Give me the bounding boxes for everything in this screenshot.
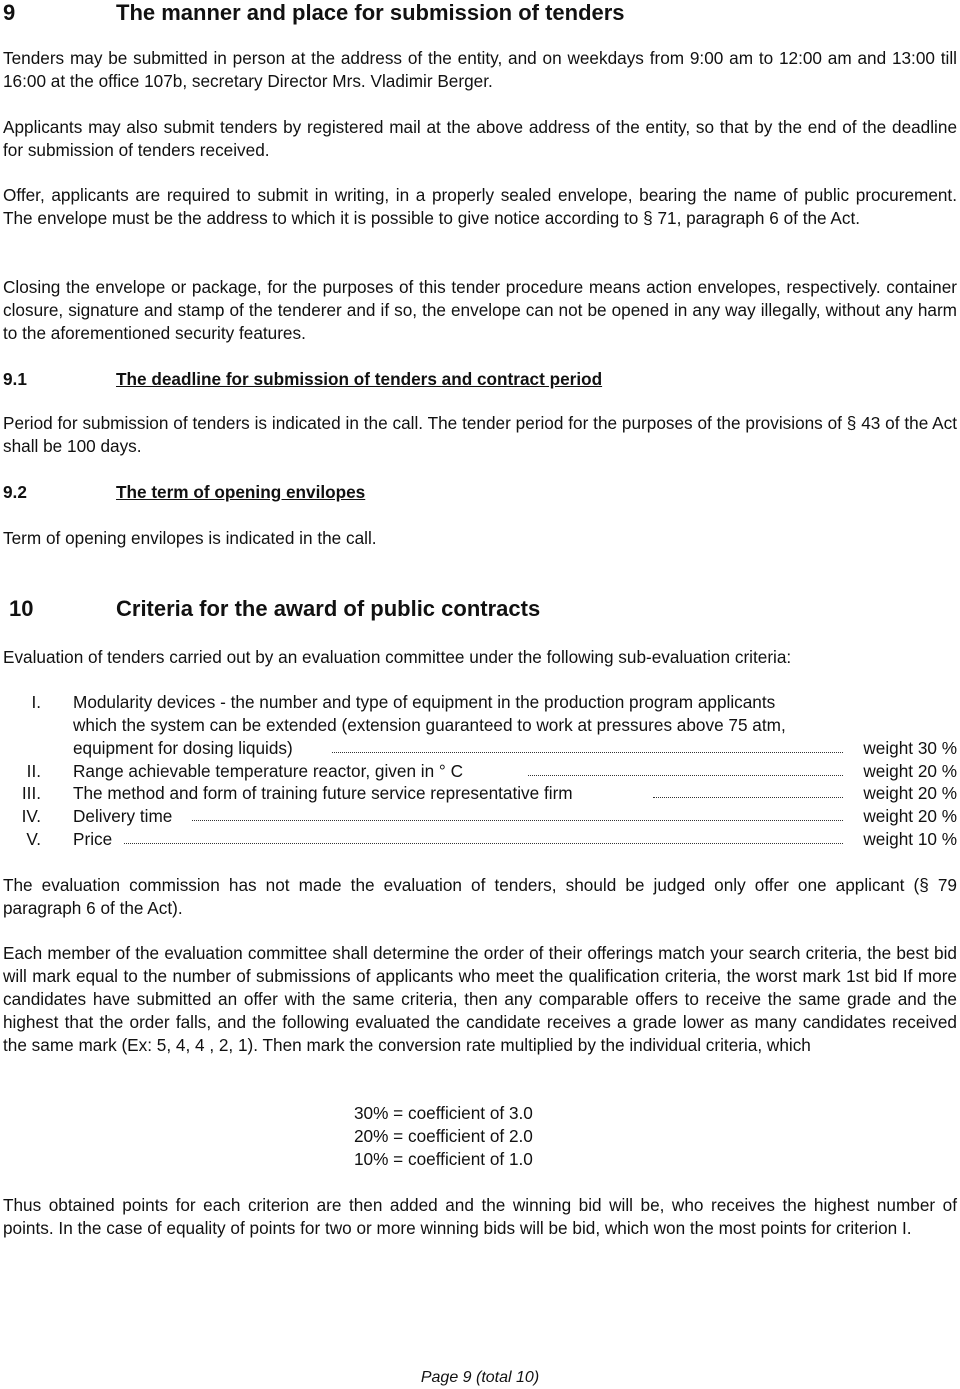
paragraph: Thus obtained points for each criterion are then added and the winning bid will be, who receives the highest number of points. In the case of equality of points for two or more winning bids will be bid, which won the most points for criterion I.: [3, 1195, 957, 1238]
criterion-weight: weight 10 %: [863, 829, 957, 849]
criterion-text: Modularity devices - the number and type of equipment in the production program applicants: [73, 692, 776, 712]
criterion-continuation: [3, 737, 957, 760]
paragraph: Term of opening envilopes is indicated in the call.: [3, 528, 377, 548]
coefficient-line: 20% = coefficient of 2.0: [354, 1126, 533, 1146]
subsection-title: The term of opening envilopes: [116, 482, 366, 502]
section-number: 10: [9, 596, 34, 621]
criterion-numeral: V.: [26, 829, 41, 849]
criterion-numeral: II.: [26, 761, 41, 781]
subsection-number: 9.2: [3, 482, 27, 502]
dot-leader: [124, 828, 843, 844]
section-10-heading: [3, 596, 957, 622]
page-footer: Page 9 (total 10): [420, 1369, 540, 1386]
criterion-item: [3, 782, 957, 805]
criterion-item: [3, 805, 957, 828]
paragraph: Each member of the evaluation committee shall determine the order of their offerings match your search criteria, the best bid will mark equal to the number of submissions of applicants who meet the qualification criteria, the worst mark 1st bid If more candidates have submitted an offer with the same criteria, then any comparable offers to receive the same grade and the highest that the order falls, and the following evaluated the candidate receives a grade lower as many candidates received the same mark (Ex: 5, 4, 4 , 2, 1). Then mark the conversion rate multiplied by the individual criteria, which: [3, 943, 957, 1055]
criterion-numeral: IV.: [21, 806, 41, 826]
paragraph: The evaluation commission has not made the evaluation of tenders, should be judged only offer one applicant (§ 79 paragraph 6 of the Act).: [3, 875, 957, 918]
section-title: The manner and place for submission of tenders: [116, 0, 625, 25]
paragraph: Closing the envelope or package, for the purposes of this tender procedure means action envelopes, respectively. container closure, signature and stamp of the tenderer and if so, the envelope can not be opened in any way illegally, without any harm to the aforementioned security features.: [3, 277, 957, 343]
paragraph: Period for submission of tenders is indicated in the call. The tender period for the purposes of the provisions of § 43 of the Act shall be 100 days.: [3, 413, 957, 456]
criterion-text: The method and form of training future service representative firm: [73, 783, 573, 803]
dot-leader: [528, 760, 843, 776]
criterion-text: Price: [73, 829, 113, 849]
coefficient-line: 30% = coefficient of 3.0: [354, 1103, 533, 1123]
dot-leader: [653, 782, 843, 798]
criterion-item: [3, 828, 957, 851]
dot-leader: [332, 737, 843, 753]
section-title: Criteria for the award of public contracts: [116, 596, 541, 621]
criterion-numeral: I.: [31, 692, 41, 712]
subsection-9-1-heading: [3, 368, 957, 391]
criterion-weight: weight 20 %: [863, 806, 957, 826]
criterion-weight: weight 30 %: [863, 738, 957, 758]
criterion-text: equipment for dosing liquids): [73, 738, 293, 758]
subsection-number: 9.1: [3, 369, 27, 389]
section-number: 9: [3, 0, 16, 25]
criterion-item: [3, 691, 957, 714]
criterion-continuation: [3, 714, 957, 737]
subsection-9-2-heading: [3, 481, 957, 504]
criterion-weight: weight 20 %: [863, 761, 957, 781]
dot-leader: [192, 805, 843, 821]
paragraph: Evaluation of tenders carried out by an evaluation committee under the following sub-evaluation criteria:: [3, 647, 792, 667]
criterion-weight: weight 20 %: [863, 783, 957, 803]
criterion-text: which the system can be extended (extension guaranteed to work at pressures above 75 atm,: [73, 715, 786, 735]
section-9-heading: [3, 0, 957, 26]
subsection-title: The deadline for submission of tenders and contract period: [116, 369, 603, 389]
criterion-text: Delivery time: [73, 806, 173, 826]
criterion-item: [3, 760, 957, 783]
criterion-numeral: III.: [21, 783, 41, 803]
coefficient-line: 10% = coefficient of 1.0: [354, 1149, 533, 1169]
paragraph: Offer, applicants are required to submit in writing, in a properly sealed envelope, bearing the name of public procurement. The envelope must be the address to which it is possible to give notice according to § 71, paragraph 6 of the Act.: [3, 185, 957, 228]
paragraph: Applicants may also submit tenders by registered mail at the above address of the entity, so that by the end of the deadline for submission of tenders received.: [3, 117, 957, 160]
criterion-text: Range achievable temperature reactor, given in ° C: [73, 761, 463, 781]
paragraph: Tenders may be submitted in person at the address of the entity, and on weekdays from 9:00 am to 12:00 am and 13:00 till 16:00 at the office 107b, secretary Director Mrs. Vladimir Berger.: [3, 48, 957, 91]
